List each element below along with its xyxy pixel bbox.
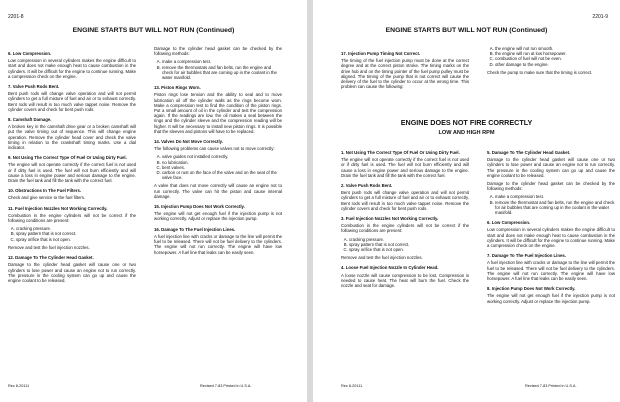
condition-list (487, 194, 615, 215)
paragraph: The engine will not operate correctly if the correct fuel is not used or if dirty fuel is used. The fuel will not burn efficiently and will cause a loss in engine power and serious damage to the engine. Drain the fuel tank and fill the tank with the correct fuel. (341, 157, 469, 178)
section-heading: 9. Not Using The Correct Type Of Fuel Or Using Dirty Fuel. (8, 155, 127, 161)
paragraph: Remove and test the fuel injection nozzles. (341, 255, 423, 261)
list-item: A. the engine will not run smooth. (495, 46, 615, 51)
paragraph: The following problems can cause valves not to move correctly: (154, 146, 275, 152)
paragraph: The engine will not operate correctly if the correct fuel is not used or if dirty fuel is used. The fuel will not burn efficiently and will cause a loss in engine power and serious damage to the engine. Drain the fuel tank and fill the tank with the correct fuel. (8, 162, 136, 184)
paragraph: Combustion in the engine cylinders will not be correct if the following conditions are present: (8, 212, 136, 224)
section-heading: 15. Injection Pump Does Not Work Correctly. (154, 204, 245, 210)
right-column-2 (487, 145, 615, 307)
paragraph: Check the pump to make sure that the timing is correct. (487, 69, 593, 75)
footer-print: Revised 7-83 Printed in U.S.A. (200, 384, 252, 388)
paragraph: Low compression in several cylinders makes the engine difficult to start and does not make enough heat to cause combustion in the cylinders. It will be difficult for the engine to continue running. Make a compression check on the engine. (487, 227, 615, 249)
paragraph: Combustion in the engine cylinders will not be correct if the following conditions are present: (341, 223, 469, 234)
section-heading: 10. Obstructions In The Fuel Filters. (8, 188, 82, 194)
section-heading: 16. Damage To The Fuel Injection Lines. (154, 226, 236, 232)
list-item: C. bent valves. (162, 165, 282, 170)
list-item: B. remove the thermostat and fan belts, run the engine and check for air bubbles that are coming up in the coolant in the water manifold. (495, 200, 615, 216)
page-number: 2201-8 (8, 14, 24, 20)
list-item: B. no lubrication. (162, 160, 282, 165)
paragraph: The engine will not get enough fuel if the injection pump is not working correctly. Adjust or replace the injection pump. (154, 211, 282, 222)
right-column-1 (341, 145, 469, 291)
section-heading: 14. Valves Do Not Move Correctly. (154, 139, 223, 145)
list-item: C. combustion of fuel will not be even. (495, 56, 615, 61)
page-title: ENGINE STARTS BUT WILL NOT RUN (Continued) (385, 27, 548, 34)
section-heading: 3. Fuel Injection Nozzles Not Working Correctly. (341, 216, 439, 222)
paragraph: Damage to the cylinder head gasket will cause one or two cylinders to lose power and cause an engine not to run correctly. The pressure in the cooling system can go up and cause the engine coolant to be released. (8, 262, 136, 283)
section-heading: 1. Not Using The Correct Type Of Fuel Or Using Dirty Fuel. (341, 150, 460, 155)
section-heading: 12. Damage To The Cylinder Head Gasket. (8, 255, 94, 261)
paragraph: Damage to the cylinder head gasket can be checked by the following methods: (487, 181, 615, 192)
paragraph: The engine will not get enough fuel if the injection pump is not working correctly. Adjust or replace the injection pump. (487, 293, 615, 304)
footer-ref: Rec 8-20111 (341, 384, 363, 388)
paragraph: Piston rings lose tension and the ability to seal and to move lubrication oil off the cylinder walls as the rings become worn. Make a compression test to find the condition of the piston rings. Put a small amount of oil in the cylinder and test the compression again. If the readings are low, the oil makes a seal between the rings and the cylinder sleeve and the compression reading will be higher. It will be necessary to install new piston rings. It is possible that the sleeves and pistons will have to be replaced. (154, 92, 282, 134)
section-heading: 5. Damage To The Cylinder Head Gasket. (487, 150, 571, 155)
section-heading: 8. Injection Pump Does Not Work Correctly. (487, 286, 576, 292)
section-heading: 13. Piston Rings Worn. (154, 85, 201, 91)
footer-print: Revised 7-83 Printed in U.S.A. (525, 384, 577, 388)
list-item: C. spray orifice that is not open. (16, 237, 136, 242)
paragraph: A fuel injection line with cracks or damage to the line will permit the fuel to be released. There will not be fuel delivery to the cylinders. The engine will not run correctly. The engine will have low horsepower. A fuel line that leaks can be easily seen. (154, 233, 282, 255)
page-title: ENGINE STARTS BUT WILL NOT RUN (Continued) (72, 27, 235, 34)
section-subtitle: LOW AND HIGH RPM (438, 130, 495, 136)
list-item: D. carbon or rust on the face of the valve and on the seat of the valve face. (162, 170, 282, 180)
list-item: B. spray pattern that is not correct. (16, 231, 136, 236)
list-item: C. spray orifice that is not open. (349, 247, 469, 252)
paragraph: Bent push rods will change valve operation and will not permit cylinders to get a full mixture of fuel and air or to exhaust correctly. Bent rods will result in too much valve tappet noise. Remove the cylinder covers and check for bent push rods. (341, 190, 469, 211)
paragraph: Remove and test the fuel injection nozzles. (8, 244, 90, 250)
right-top-column-2 (487, 46, 615, 78)
section-title: ENGINE DOES NOT FIRE CORRECTLY (400, 118, 533, 127)
footer-ref: Rec 8-20111 (8, 384, 30, 388)
condition-list (8, 226, 136, 242)
list-item: D. other damage to the engine. (495, 62, 615, 67)
condition-list (154, 59, 282, 80)
section-heading: 17. Injection Pump Timing Not Correct. (341, 51, 421, 56)
paragraph: A loose nozzle will cause compression to be lost. Compression is needed to cause heat. The heat will burn the fuel. Check the nozzle and seat for damage. (341, 272, 469, 289)
list-item: B. remove the thermostats and fan belts, run the engine and check for air bubbles that are coming up in the coolant in the water manifold. (162, 65, 282, 81)
paragraph: A fuel injection line with cracks or damage to the line will permit the fuel to be released. There will not be fuel delivery to the cylinders. The engine will not run correctly. The engine will have low horsepower. A fuel line that leaks can be easily seen. (487, 260, 615, 282)
paragraph: Check and give service to the fuel filters. (8, 195, 86, 201)
left-column-1 (8, 46, 136, 286)
section-heading: 2. Valve Push Rods Bent. (341, 183, 393, 189)
paragraph: A broken key in the camshaft drive gear or a broken camshaft will put the valve timing out of sequence. This will change engine operation. Remove the cylinder head cover and check the valve timing in relation to the crankshaft timing marks. Use a dial indicator. (8, 124, 136, 151)
condition-list (487, 46, 615, 67)
paragraph: Low compression in several cylinders makes the engine difficult to start and does not make enough heat to cause combustion in the cylinders. It will be difficult for the engine to continue running. Make a compression check on the engine. (8, 58, 136, 79)
list-item: A. cracking pressure. (16, 226, 136, 231)
section-heading: 7. Damage To The Fuel Injection Lines. (487, 253, 566, 259)
list-item: A. cracking pressure. (349, 237, 469, 242)
list-item: A. make a compression test. (495, 194, 615, 199)
section-heading: 6. Low Compression. (487, 220, 531, 226)
paragraph: Damage to the cylinder head gasket can be checked by the following methods: (154, 46, 282, 57)
list-item: A. valve guides not installed correctly. (162, 154, 282, 159)
paragraph: A valve that does not move correctly will cause an engine not to run correctly. The valve can hit the piston and cause internal damage. (154, 183, 282, 199)
list-item: B. spray pattern that is not correct. (349, 242, 469, 247)
list-item: A. make a compression test. (162, 59, 282, 64)
list-item: B. the engine will run at low horsepower. (495, 51, 615, 56)
paragraph: The timing of the fuel injection pump must be done at the correct degree and at the correct piston stroke. The timing marks on the drive hub and on the timing pointer of the fuel pump pulley must be aligned. The timing of the pump that is not correct will cause the delivery of the fuel to the cylinder to occur at the wrong time. This problem can cause the following: (341, 58, 469, 90)
right-top-column-1 (341, 46, 469, 92)
left-page (0, 0, 307, 402)
paragraph: Damage to the cylinder head gasket will cause one or two cylinders to lose power and cause an engine not to run correctly. The pressure in the cooling system can go up and cause the engine coolant to be released. (487, 157, 615, 178)
section-heading: 8. Camshaft Damage. (8, 117, 52, 123)
section-heading: 11. Fuel Injection Nozzles Not Working Correctly. (8, 205, 108, 211)
page-number: 2201-9 (592, 14, 608, 20)
paragraph: Bent push rods will change valve operation and will not permit cylinders to get a full mixture of fuel and air or to exhaust correctly. Bent rods will result in too much valve tappet noise. Remove the cylinder covers and check for bent push rods. (8, 91, 136, 112)
section-heading: 7. Valve Push Rods Bent. (8, 84, 60, 90)
right-page (313, 0, 620, 402)
section-heading: 6. Low Compression. (8, 51, 52, 56)
condition-list (154, 154, 282, 180)
condition-list (341, 237, 469, 253)
section-heading: 4. Loose Fuel Injection Nozzle In Cylinder Head. (341, 265, 439, 271)
left-column-2 (154, 46, 282, 258)
